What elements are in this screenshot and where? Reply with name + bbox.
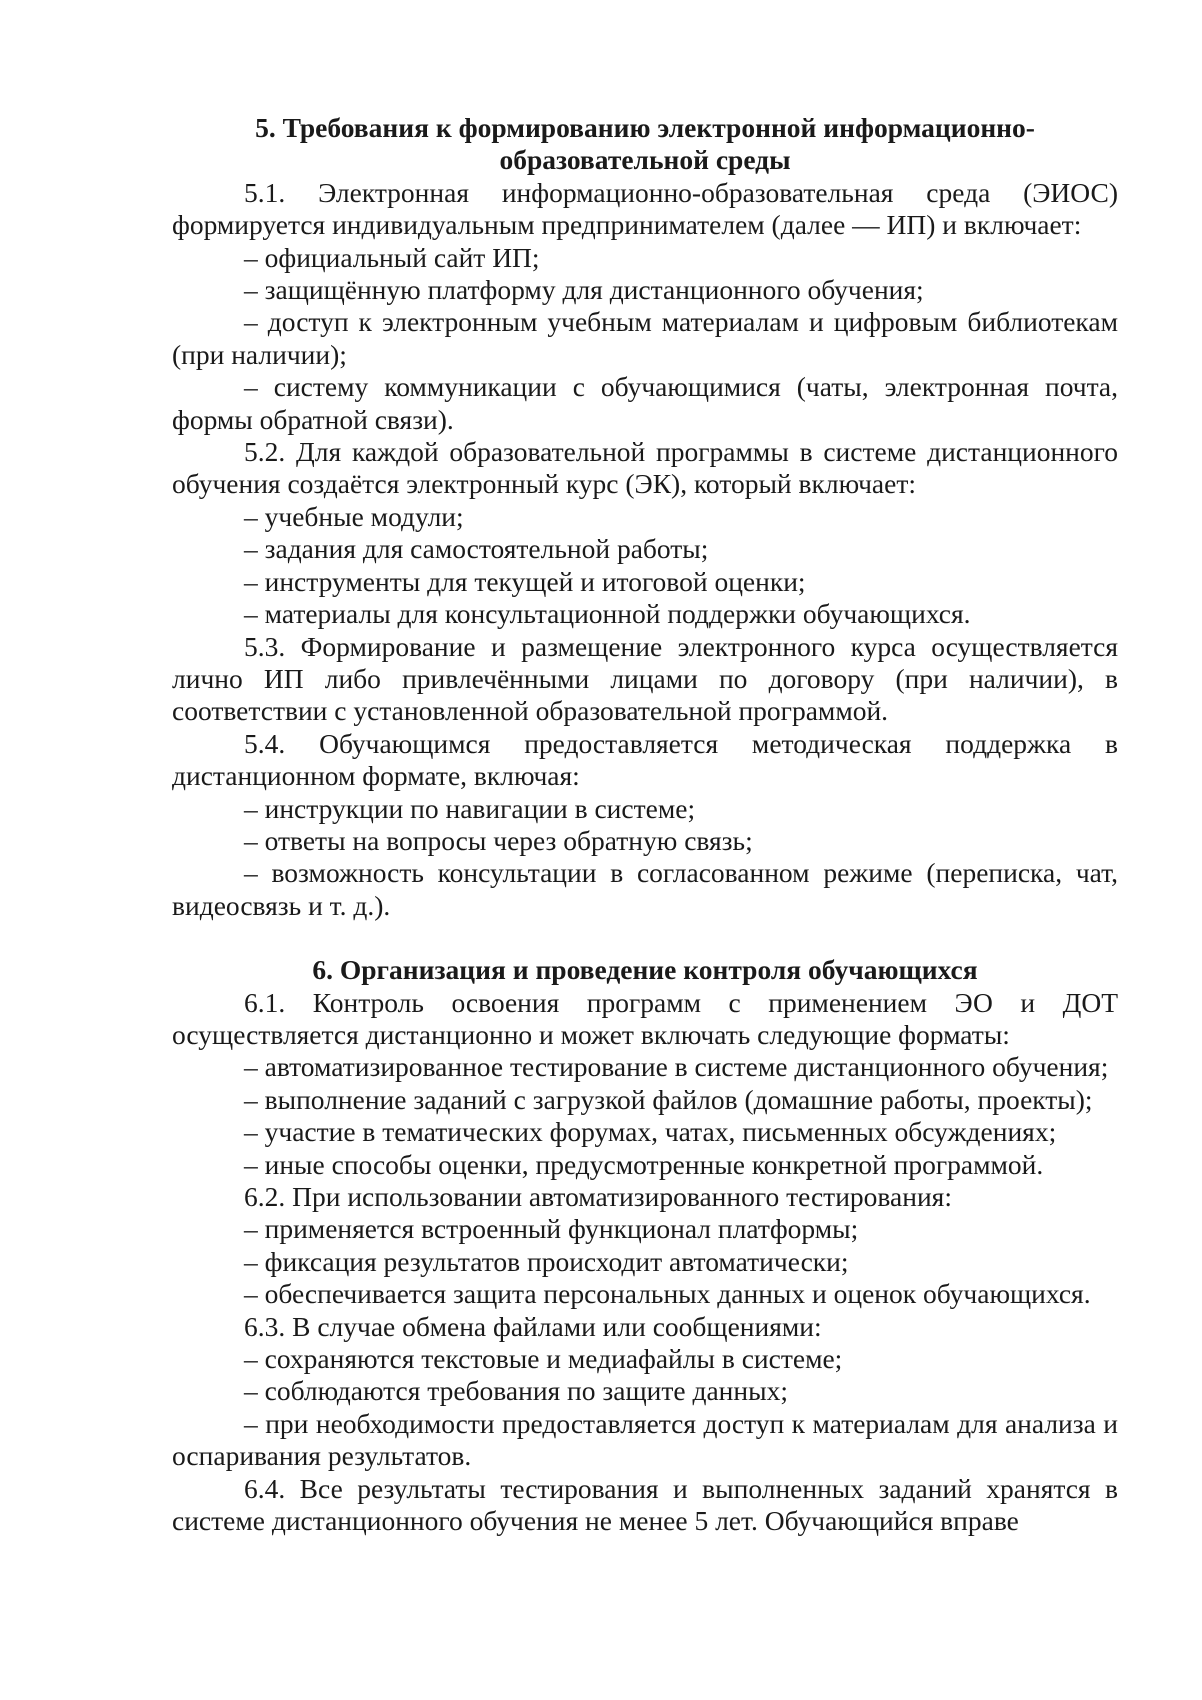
list-item: – автоматизированное тестирование в системе дистанционного обучения; xyxy=(244,1051,1109,1083)
list-item: – выполнение заданий с загрузкой файлов (домашние работы, проекты); xyxy=(244,1083,1093,1115)
list-item: – иные способы оценки, предусмотренные конкретной программой. xyxy=(244,1148,1044,1180)
list-item: – фиксация результатов происходит автоматически; xyxy=(244,1245,849,1277)
list-item: – материалы для консультационной поддержки обучающихся. xyxy=(244,598,971,630)
list-item: – обеспечивается защита персональных данных и оценок обучающихся. xyxy=(244,1278,1091,1310)
document-page xyxy=(172,112,1118,1537)
paragraph-6-1: 6.1. Контроль освоения программ с применением ЭО и ДОТ осуществляется дистанционно и может включать следующие форматы: xyxy=(172,986,1118,1050)
list-item: – доступ к электронным учебным материалам и цифровым библиотекам (при наличии); xyxy=(172,306,1118,370)
paragraph-6-4: 6.4. Все результаты тестирования и выполненных заданий хранятся в системе дистанционного обучения не менее 5 лет. Обучающийся вправе xyxy=(172,1472,1118,1537)
section-5-heading: 5. Требования к формированию электронной информационно-образовательной среды xyxy=(255,112,1035,176)
list-item: – соблюдаются требования по защите данных; xyxy=(244,1375,788,1407)
list-item: – инструменты для текущей и итоговой оценки; xyxy=(244,565,806,597)
paragraph-6-2: 6.2. При использовании автоматизированного тестирования: xyxy=(244,1181,952,1212)
list-item: – при необходимости предоставляется доступ к материалам для анализа и оспаривания результатов. xyxy=(172,1407,1118,1472)
section-6-heading: 6. Организация и проведение контроля обучающихся xyxy=(312,954,978,986)
paragraph-5-2: 5.2. Для каждой образовательной программы в системе дистанционного обучения создаётся электронный курс (ЭК), который включает: xyxy=(172,436,1118,500)
list-item: – инструкции по навигации в системе; xyxy=(244,792,696,824)
list-item: – официальный сайт ИП; xyxy=(244,241,540,273)
list-item: – возможность консультации в согласованном режиме (переписка, чат, видеосвязь и т. д.). xyxy=(172,857,1118,921)
list-item: – применяется встроенный функционал платформы; xyxy=(244,1213,859,1245)
paragraph-5-1: 5.1. Электронная информационно-образовательная среда (ЭИОС) формируется индивидуальным предпринимателем (далее — ИП) и включает: xyxy=(172,176,1118,241)
list-item: – сохраняются текстовые и медиафайлы в системе; xyxy=(244,1343,843,1375)
list-item: – задания для самостоятельной работы; xyxy=(244,533,709,565)
list-item: – учебные модули; xyxy=(244,500,464,532)
paragraph-6-3: 6.3. В случае обмена файлами или сообщениями: xyxy=(244,1310,822,1342)
paragraph-5-4: 5.4. Обучающимся предоставляется методическая поддержка в дистанционном формате, включая: xyxy=(172,727,1118,792)
list-item: – ответы на вопросы через обратную связь; xyxy=(244,824,753,856)
section-5 xyxy=(172,112,1118,922)
section-6 xyxy=(172,954,1118,1537)
list-item: – участие в тематических форумах, чатах, письменных обсуждениях; xyxy=(244,1116,1057,1148)
list-item: – систему коммуникации с обучающимися (чаты, электронная почта, формы обратной связи). xyxy=(172,371,1118,435)
paragraph-5-3: 5.3. Формирование и размещение электронного курса осуществляется лично ИП либо привлечёнными лицами по договору (при наличии), в соответствии с установленной образовательной программой. xyxy=(172,630,1118,727)
list-item: – защищённую платформу для дистанционного обучения; xyxy=(244,274,924,306)
